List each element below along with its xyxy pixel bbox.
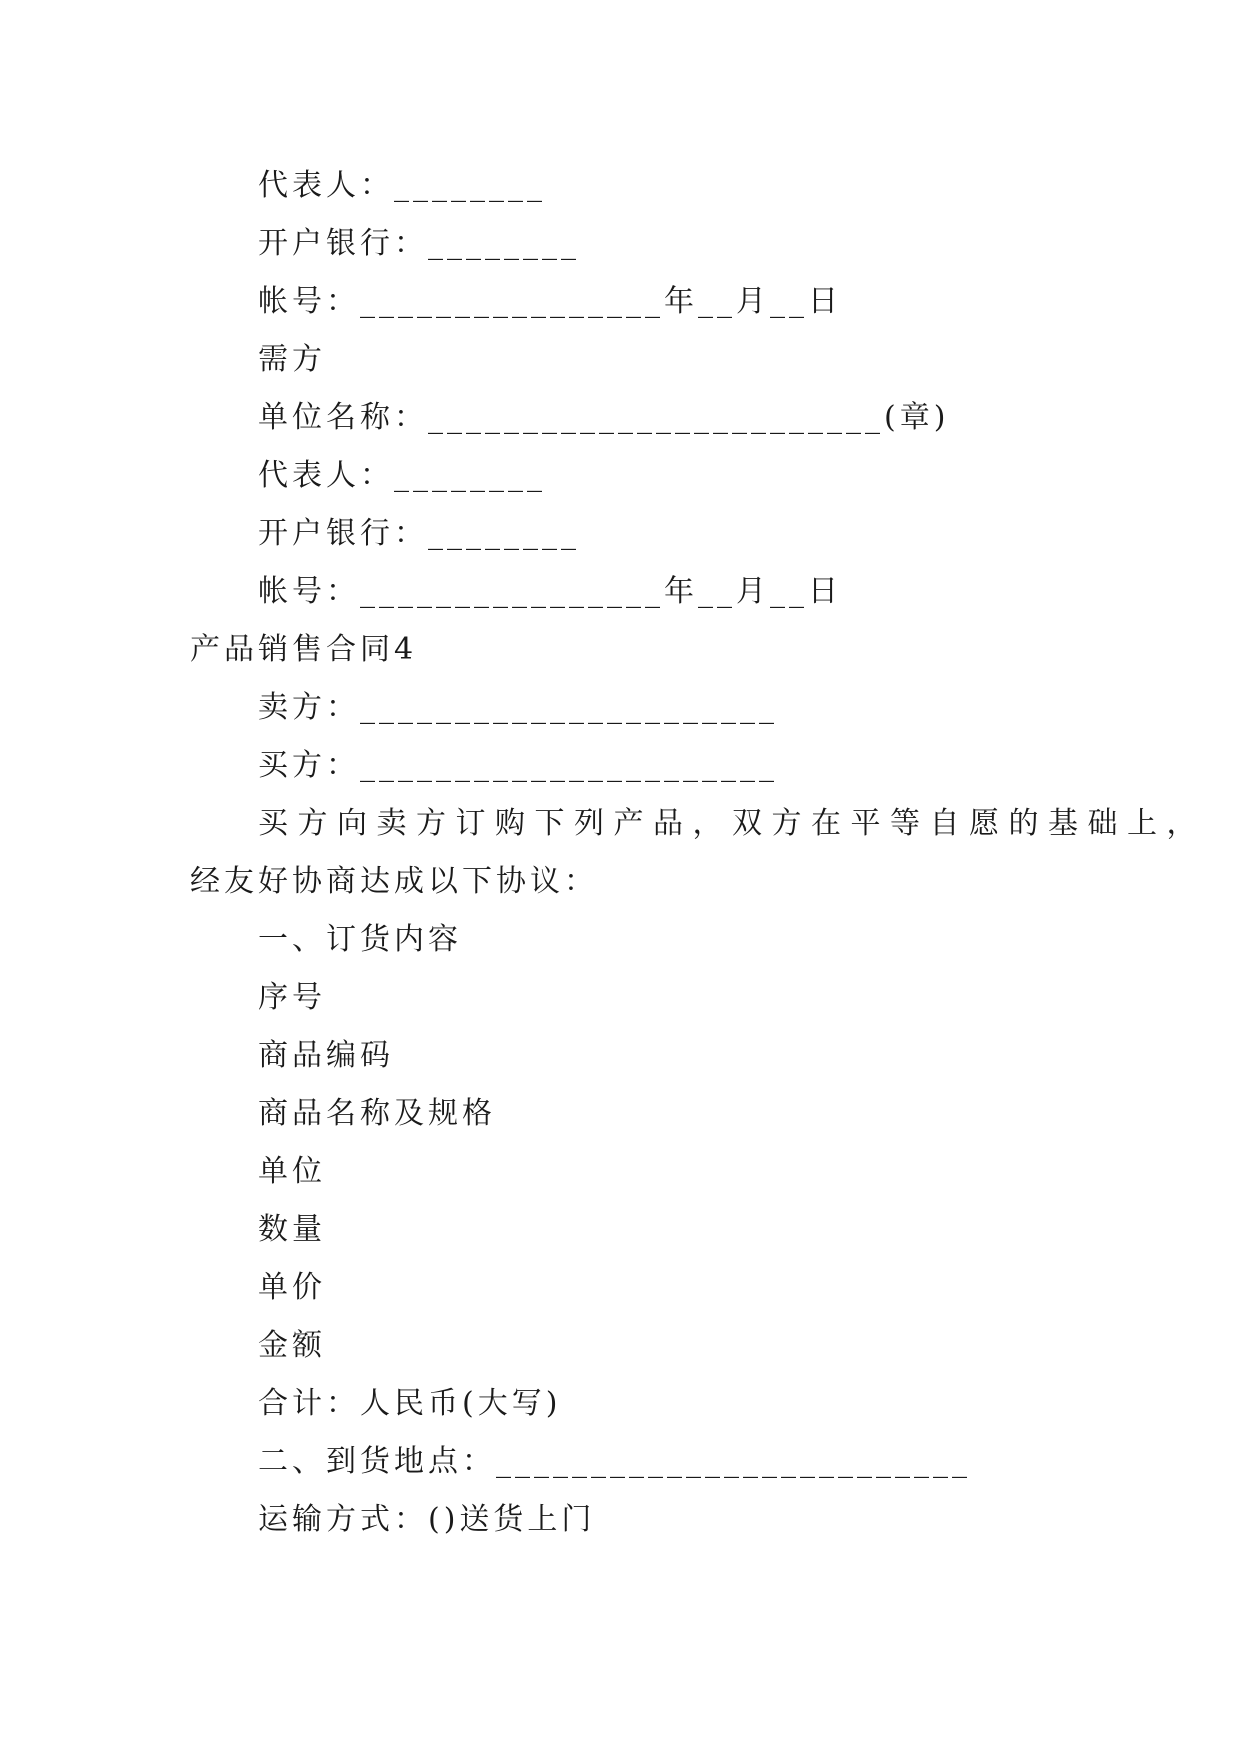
section-order-contents-heading: 一、订货内容: [258, 922, 462, 957]
contract-title: 产品销售合同4: [190, 632, 418, 667]
field-product-code: 商品编码: [258, 1038, 394, 1073]
transport-method-line: 运输方式：()送货上门: [258, 1502, 596, 1537]
field-unit: 单位: [258, 1154, 326, 1189]
field-amount: 金额: [258, 1328, 326, 1363]
buyer-bank-line: 开户银行：________: [258, 516, 580, 551]
buyer-unit-name-line: 单位名称：________________________(章): [258, 400, 950, 435]
field-quantity: 数量: [258, 1212, 326, 1247]
preamble-paragraph-line-1: 买方向卖方订购下列产品，双方在平等自愿的基础上，: [258, 806, 1206, 841]
buyer-heading: 需方: [258, 342, 326, 377]
supplier-representative-line: 代表人：________: [258, 168, 546, 203]
purchaser-line: 买方：______________________: [258, 748, 778, 783]
supplier-bank-line: 开户银行：________: [258, 226, 580, 261]
buyer-account-date-line: 帐号：________________年__月__日: [258, 574, 842, 609]
total-rmb-line: 合计：人民币(大写): [258, 1386, 562, 1421]
preamble-paragraph-line-2: 经友好协商达成以下协议：: [190, 864, 598, 899]
field-unit-price: 单价: [258, 1270, 326, 1305]
buyer-representative-line: 代表人：________: [258, 458, 546, 493]
section-delivery-location: 二、到货地点：_________________________: [258, 1444, 971, 1479]
field-serial-number: 序号: [258, 980, 326, 1015]
field-product-name-spec: 商品名称及规格: [258, 1096, 496, 1131]
seller-line: 卖方：______________________: [258, 690, 778, 725]
supplier-account-date-line: 帐号：________________年__月__日: [258, 284, 842, 319]
